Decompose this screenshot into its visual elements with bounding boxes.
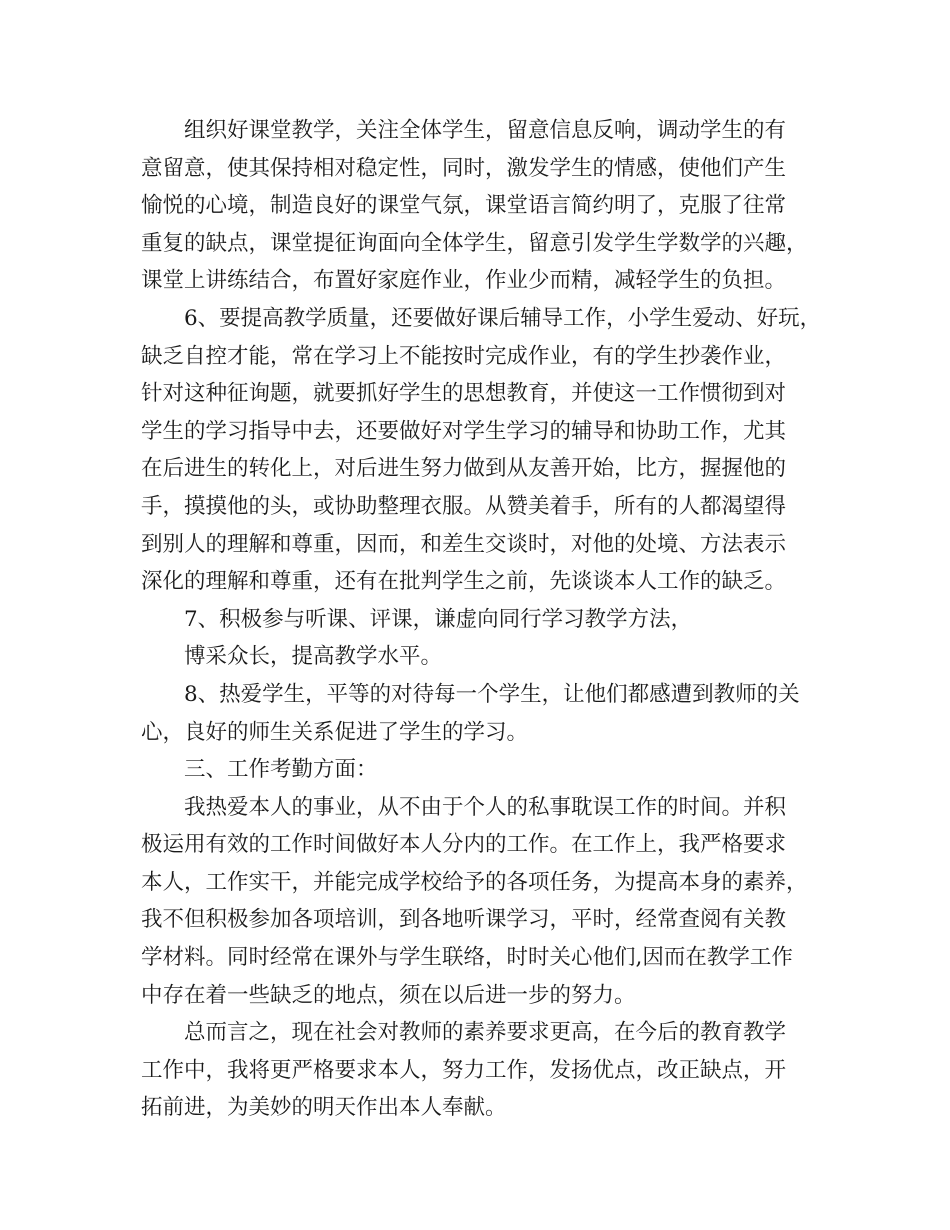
paragraph-line: 博采众长，提高教学水平。 xyxy=(184,644,443,670)
paragraph-line: 意留意，使其保持相对稳定性，同时，激发学生的情感，使他们产生 xyxy=(141,155,787,181)
paragraph-line: 总而言之，现在社会对教师的素养要求更高，在今后的教育教学 xyxy=(184,1020,787,1046)
paragraph-line: 在后进生的转化上，对后进生努力做到从友善开始，比方，握握他的 xyxy=(141,456,787,482)
paragraph-line: 深化的理解和尊重，还有在批判学生之前，先谈谈本人工作的缺乏。 xyxy=(141,569,787,595)
paragraph-line: 重复的缺点，课堂提征询面向全体学生，留意引发学生学数学的兴趣， xyxy=(141,230,808,256)
paragraph-line: 组织好课堂教学，关注全体学生，留意信息反响，调动学生的有 xyxy=(184,118,787,143)
paragraph-line: 愉悦的心境，制造良好的课堂气氛，课堂语言简约明了，克服了往常 xyxy=(141,193,787,219)
paragraph-line: 课堂上讲练结合，布置好家庭作业，作业少而精，减轻学生的负担。 xyxy=(141,268,787,294)
paragraph-line: 手，摸摸他的头，或协助整理衣服。从赞美着手，所有的人都渴望得 xyxy=(141,493,787,519)
paragraph-line: 学材料。同时经常在课外与学生联络，时时关心他们,因而在教学工作 xyxy=(141,945,793,971)
paragraph-line: 到别人的理解和尊重，因而，和差生交谈时，对他的处境、方法表示 xyxy=(141,531,787,557)
paragraph-line: 缺乏自控才能，常在学习上不能按时完成作业，有的学生抄袭作业， xyxy=(141,343,787,369)
paragraph-line: 7、积极参与听课、评课，谦虚向同行学习教学方法， xyxy=(184,606,693,632)
document-body xyxy=(141,112,831,1127)
paragraph-line: 拓前进，为美妙的明天作出本人奉献。 xyxy=(141,1095,507,1121)
paragraph-line: 学生的学习指导中去，还要做好对学生学习的辅导和协助工作，尤其 xyxy=(141,418,787,444)
paragraph-line: 6、要提高教学质量，还要做好课后辅导工作，小学生爱动、好玩， xyxy=(184,305,822,331)
section-heading: 三、工作考勤方面： xyxy=(184,757,378,783)
paragraph-line: 我热爱本人的事业，从不由于个人的私事耽误工作的时间。并积 xyxy=(184,794,787,820)
paragraph-line: 中存在着一些缺乏的地点，须在以后进一步的努力。 xyxy=(141,982,636,1008)
paragraph-line: 我不但积极参加各项培训，到各地听课学习，平时，经常查阅有关教 xyxy=(141,907,787,933)
paragraph-line: 本人，工作实干，并能完成学校给予的各项任务，为提高本身的素养， xyxy=(141,869,808,895)
paragraph-line: 心，良好的师生关系促进了学生的学习。 xyxy=(141,719,529,745)
paragraph-line: 8、热爱学生，平等的对待每一个学生，让他们都感遭到教师的关 xyxy=(184,681,800,707)
paragraph-line: 针对这种征询题，就要抓好学生的思想教育，并使这一工作惯彻到对 xyxy=(141,381,787,407)
paragraph-line: 工作中，我将更严格要求本人，努力工作，发扬优点，改正缺点，开 xyxy=(141,1057,787,1083)
paragraph-line: 极运用有效的工作时间做好本人分内的工作。在工作上，我严格要求 xyxy=(141,832,787,858)
